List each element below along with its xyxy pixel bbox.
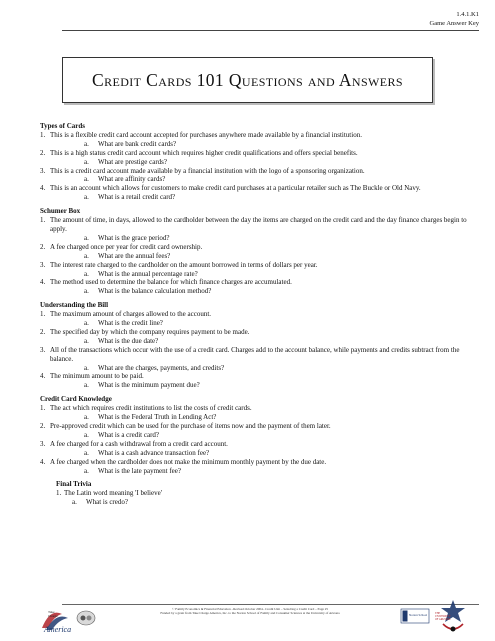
question-item: [40, 440, 470, 449]
question-number: 4.: [40, 457, 46, 466]
answer-item: [40, 252, 470, 261]
question-text: The minimum amount to be paid.: [50, 372, 144, 381]
qa-section: [40, 122, 470, 202]
question-number: 3.: [40, 439, 46, 448]
document-code: 1.4.1.K1: [456, 11, 479, 18]
answer-letter: a.: [84, 336, 89, 345]
section-title: Understanding the Bill: [40, 301, 109, 310]
question-number: 1.: [40, 216, 46, 225]
answer-text: What is the grace period?: [98, 233, 170, 242]
question-item: [40, 131, 470, 140]
answer-letter: a.: [84, 175, 89, 184]
title-box: [62, 57, 433, 103]
answer-item: [40, 193, 470, 202]
answer-item: [40, 337, 470, 346]
answer-text: What is a credit card?: [98, 430, 160, 439]
question-text: The Latin word meaning 'I believe': [64, 489, 162, 498]
question-item: [40, 310, 470, 319]
section-title: Credit Card Knowledge: [40, 395, 112, 404]
question-item: [40, 261, 470, 270]
question-number: 3.: [40, 260, 46, 269]
answer-text: What is credo?: [86, 498, 128, 507]
question-item: [40, 278, 470, 287]
answer-text: What are bank credit cards?: [98, 139, 177, 148]
question-number: 1.: [40, 130, 46, 139]
question-number: 3.: [40, 166, 46, 175]
answer-item: [40, 140, 470, 149]
footer-line-1: © Family Economics & Financial Education –Revised October 2004– Credit Unit – Selecting a Credit Card – Page 25: [171, 607, 329, 611]
header-rule: [62, 30, 479, 31]
question-text: The interest rate charged to the cardholder on the amount borrowed in terms of dollars per year.: [50, 260, 318, 269]
question-text: This is a credit card account made available by a financial institution with the logo of a sponsoring organization.: [50, 166, 365, 175]
answer-item: [40, 413, 470, 422]
norton-school-logo: [400, 608, 430, 624]
question-number: 2.: [40, 327, 46, 336]
question-item: [40, 422, 470, 431]
tca-take-text: Take: [48, 610, 55, 614]
answer-text: What is a cash advance transaction fee?: [98, 448, 210, 457]
answer-letter: a.: [84, 157, 89, 166]
qa-section: [40, 207, 470, 296]
qa-section: [40, 395, 470, 475]
answer-item: [40, 381, 470, 390]
answer-text: What are the annual fees?: [98, 251, 171, 260]
question-text: The maximum amount of charges allowed to the account.: [50, 310, 212, 319]
answer-item: [40, 319, 470, 328]
question-item: [40, 216, 470, 234]
answer-text: What is the due date?: [98, 336, 159, 345]
answer-letter: a.: [84, 381, 89, 390]
section-title: Types of Cards: [40, 122, 85, 130]
header-reference: [430, 11, 479, 28]
question-item: [56, 489, 470, 498]
question-number: 4.: [40, 372, 46, 381]
question-text: The method used to determine the balance for which finance charges are accumulated.: [50, 278, 292, 287]
question-number: 4.: [40, 184, 46, 193]
answer-text: What are the charges, payments, and credits?: [98, 363, 225, 372]
answer-text: What is a retail credit card?: [98, 193, 176, 202]
answer-item: [40, 270, 470, 279]
answer-letter: a.: [84, 319, 89, 328]
question-text: A fee charged when the cardholder does not make the minimum monthly payment by the due date.: [50, 457, 327, 466]
answer-text: What is the Federal Truth in Lending Act?: [98, 413, 217, 422]
answer-letter: a.: [72, 498, 77, 507]
answer-letter: a.: [84, 233, 89, 242]
answer-text: What are prestige cards?: [98, 157, 167, 166]
final-trivia-section: [56, 480, 470, 507]
answer-item: [56, 498, 470, 507]
answer-item: [40, 449, 470, 458]
question-number: 2.: [40, 148, 46, 157]
answer-letter: a.: [84, 251, 89, 260]
question-number: 4.: [40, 278, 46, 287]
footer-line-2: Funded by a grant from Take Charge America, Inc. to the Norton School of Family and Consumer Sciences at the University of Arizona: [160, 611, 340, 616]
content: [40, 122, 470, 512]
partner-badge-icon: [76, 610, 96, 626]
question-number: 1.: [40, 404, 46, 413]
answer-text: What is the minimum payment due?: [98, 381, 200, 390]
question-item: [40, 346, 470, 364]
question-number: 2.: [40, 242, 46, 251]
footer-text: [110, 607, 390, 616]
answer-letter: a.: [84, 193, 89, 202]
answer-letter: a.: [84, 466, 89, 475]
answer-letter: a.: [84, 430, 89, 439]
question-number: 1.: [40, 310, 46, 319]
question-text: This is an account which allows for customers to make credit card purchases at a particular retailer such as The Buckle or Old Navy.: [50, 184, 421, 193]
answer-letter: a.: [84, 448, 89, 457]
tca-america-text: America: [44, 625, 72, 634]
university-of-arizona-name: THE UNIVERSITY OF ARIZONA: [435, 612, 451, 621]
footer-rule: [62, 604, 479, 605]
question-number: 1.: [56, 489, 62, 498]
question-text: This is a high status credit card account which requires higher credit qualifications and offers special benefits.: [50, 148, 358, 157]
question-item: [40, 149, 470, 158]
answer-letter: a.: [84, 413, 89, 422]
answer-item: [40, 287, 470, 296]
question-text: A fee charged for a cash withdrawal from a credit card account.: [50, 439, 228, 448]
take-charge-america-logo: [40, 606, 72, 636]
partner-badge-logo: [76, 610, 96, 626]
page-title: Credit Cards 101 Questions and Answers: [92, 69, 403, 90]
answer-text: What is the credit line?: [98, 319, 163, 328]
answer-letter: a.: [84, 363, 89, 372]
tca-charge-text: Charge: [48, 614, 58, 618]
question-item: [40, 184, 470, 193]
qa-section: [40, 301, 470, 390]
section-title: Final Trivia: [56, 480, 92, 489]
answer-text: What are affinity cards?: [98, 175, 166, 184]
question-text: This is a flexible credit card account accepted for purchases anywhere made available by a financial institution.: [50, 130, 362, 139]
university-of-arizona-logo: [435, 598, 471, 636]
question-text: All of the transactions which occur with the use of a credit card. Charges add to the account balance, while payments and credits subtract from the balance.: [50, 345, 460, 363]
answer-text: What is the late payment fee?: [98, 466, 181, 475]
norton-school-name: Norton School: [409, 613, 428, 617]
answer-text: What is the annual percentage rate?: [98, 269, 198, 278]
question-item: [40, 404, 470, 413]
question-text: Pre-approved credit which can be used for the purchase of items now and the payment of them later.: [50, 422, 331, 430]
answer-text: What is the balance calculation method?: [98, 287, 212, 296]
question-text: A fee charged once per year for credit card ownership.: [50, 242, 203, 251]
answer-letter: a.: [84, 269, 89, 278]
question-item: [40, 328, 470, 337]
answer-item: [40, 158, 470, 167]
question-item: [40, 458, 470, 467]
question-item: [40, 243, 470, 252]
question-text: The act which requires credit institutions to list the costs of credit cards.: [50, 404, 252, 413]
question-item: [40, 167, 470, 176]
answer-item: [40, 364, 470, 373]
document-subtitle: Game Answer Key: [429, 19, 479, 27]
answer-letter: a.: [84, 287, 89, 296]
section-title: Schumer Box: [40, 207, 81, 216]
question-item: [40, 372, 470, 381]
answer-item: [40, 467, 470, 476]
question-number: 2.: [40, 422, 46, 430]
answer-item: [40, 175, 470, 184]
question-text: The amount of time, in days, allowed to the cardholder between the day the items are charged on the credit card and the day finance charges begin to apply.: [50, 216, 467, 233]
answer-letter: a.: [84, 139, 89, 148]
answer-item: [40, 234, 470, 243]
question-text: The specified day by which the company requires payment to be made.: [50, 327, 250, 336]
question-number: 3.: [40, 345, 46, 354]
answer-item: [40, 431, 470, 440]
